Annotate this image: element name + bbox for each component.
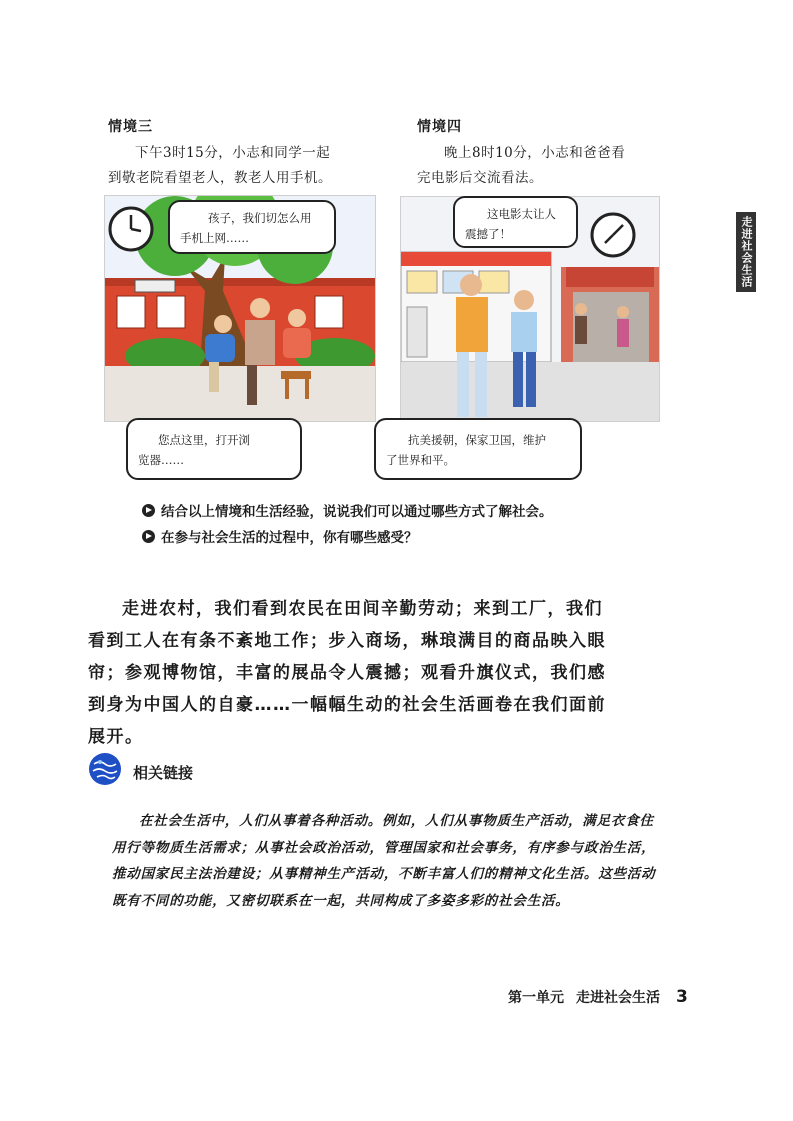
question-2-text: 在参与社会生活的过程中，你有哪些感受？ <box>161 530 418 546</box>
side-tab: 走进社会生活 <box>736 212 756 292</box>
scene4-speech-bubble-top <box>453 196 578 248</box>
scene4-bubble-bottom-line2: 了世界和平。 <box>386 453 455 467</box>
scene3-bubble-top-line1: 孩子，我们切怎么用 <box>208 211 312 225</box>
scene3-bubble-bottom-line1: 您点这里，打开浏 <box>158 433 250 447</box>
scene3-description <box>108 141 378 191</box>
scene3-title: 情境三 <box>108 119 153 135</box>
scene3-speech-bubble-top <box>168 200 336 254</box>
question-1-text: 结合以上情境和生活经验，说说我们可以通过哪些方式了解社会。 <box>161 504 553 520</box>
question-2 <box>142 526 418 546</box>
scene4-desc-line1: 晚上8时10分，小志和爸爸看 <box>444 145 626 161</box>
page-number: 3 <box>676 987 688 1007</box>
main-paragraph: 走进农村，我们看到农民在田间辛勤劳动；来到工厂，我们看到工人在有条不紊地工作；步入商场，琳琅满目的商品映入眼帘；参观博物馆，丰富的展品令人震撼；观看升旗仪式，我们感到身为中国人的自豪……一幅幅生动的社会生活画卷在我们面前展开。 <box>88 599 606 747</box>
scene3-desc-line1: 下午3时15分，小志和同学一起 <box>135 145 331 161</box>
scene3-bubble-bottom-line2: 览器…… <box>138 453 184 467</box>
page-footer <box>508 987 688 1007</box>
globe-icon <box>88 752 122 790</box>
scene4-bubble-top-line2: 震撼了！ <box>465 227 511 241</box>
related-link-text: 在社会生活中，人们从事着各种活动。例如，人们从事物质生产活动，满足衣食住用行等物质生活需求；从事社会政治活动，管理国家和社会事务，有序参与政治生活，推动国家民主法治建设；从事精神生产活动，不断丰富人们的精神文化生活。这些活动既有不同的功能，又密切联系在一起，共同构成了多姿多彩的社会生活。 <box>112 813 656 909</box>
footer-unit: 第一单元 <box>508 990 564 1006</box>
scene3-desc-line2: 到敬老院看望老人，教老人用手机。 <box>108 170 332 186</box>
scene3-speech-bubble-bottom <box>126 418 302 480</box>
scene4-clock-icon <box>590 212 636 262</box>
scene3-bubble-top-line2: 手机上网…… <box>180 231 249 245</box>
play-bullet-icon <box>142 530 155 543</box>
scene4-desc-line2: 完电影后交流看法。 <box>417 170 543 186</box>
footer-unit-title: 走进社会生活 <box>576 990 660 1006</box>
related-link-title: 相关链接 <box>133 764 194 782</box>
play-bullet-icon <box>142 504 155 517</box>
scene4-speech-bubble-bottom <box>374 418 582 480</box>
scene4-bubble-top-line1: 这电影太让人 <box>487 207 556 221</box>
question-1 <box>142 500 553 520</box>
scene3-clock-icon <box>108 206 154 256</box>
scene4-bubble-bottom-line1: 抗美援朝，保家卫国，维护 <box>408 433 546 447</box>
scene4-title: 情境四 <box>417 119 462 135</box>
scene4-description <box>417 141 687 191</box>
